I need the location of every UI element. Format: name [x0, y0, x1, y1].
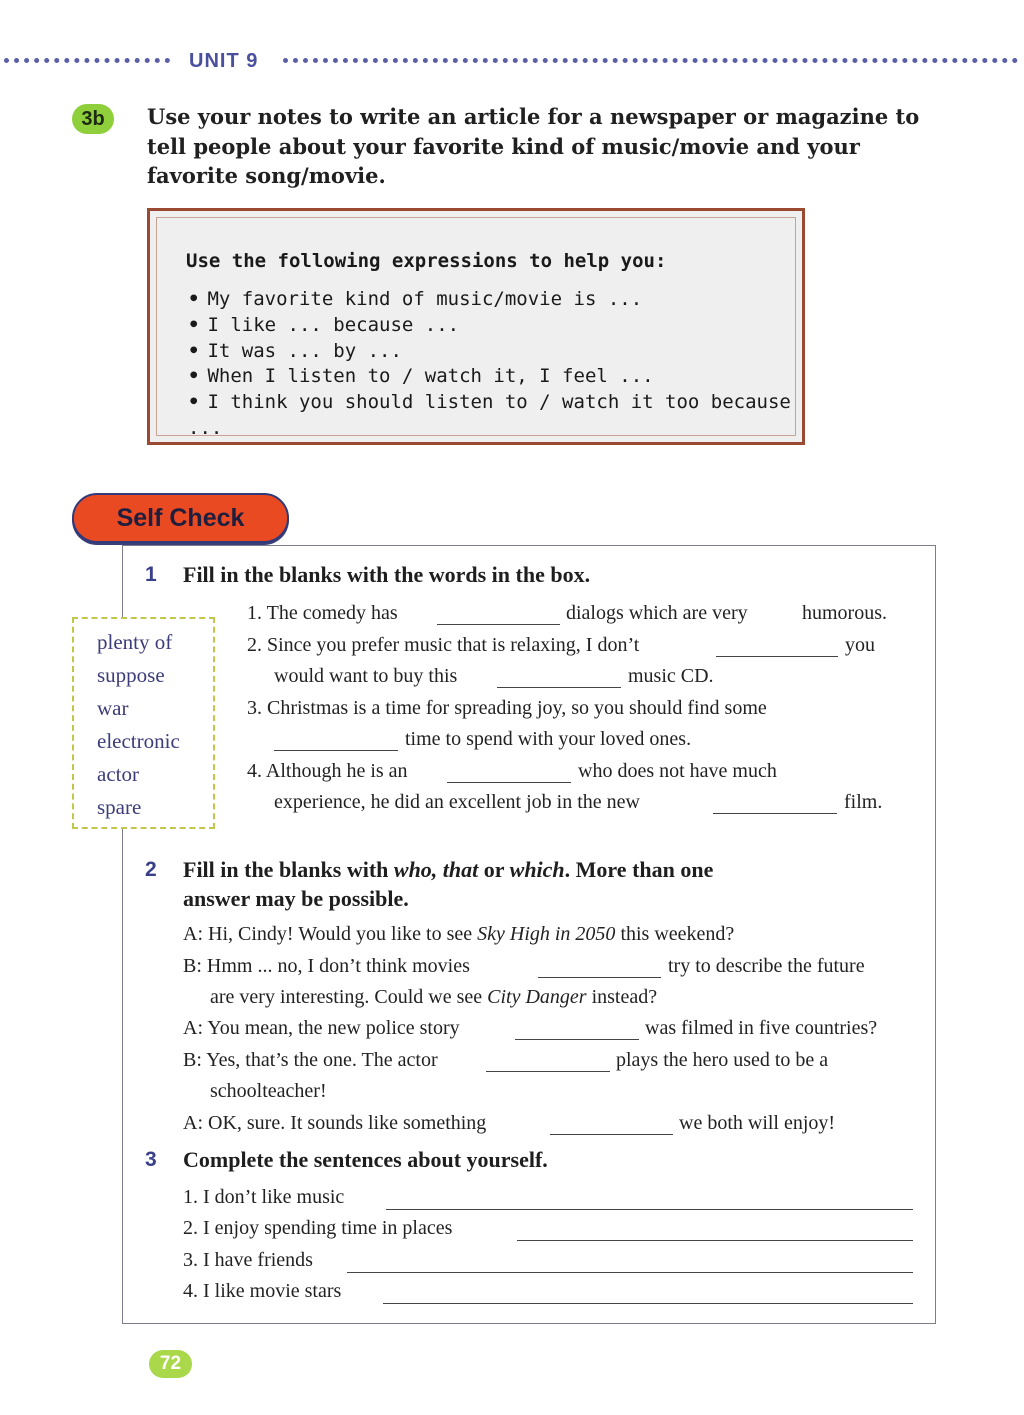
q2-heading: [183, 857, 713, 883]
q1-s3-part1: 3. Christmas is a time for spreading joy, so you should find some: [247, 697, 767, 719]
q2-d2-part2: try to describe the future: [668, 955, 865, 977]
q1-blank-6[interactable]: [713, 813, 837, 814]
word-item: suppose: [97, 663, 165, 687]
page-number: 72: [149, 1350, 192, 1378]
q1-blank-2[interactable]: [716, 656, 838, 657]
word-item: plenty of: [97, 630, 173, 654]
q3-answer-line-1[interactable]: [386, 1209, 913, 1210]
q2-heading-line2: answer may be possible.: [183, 886, 409, 911]
expressions-list: [188, 287, 802, 442]
q2-d4-line2: schoolteacher!: [210, 1080, 327, 1102]
q1-s4-part2: who does not have much: [578, 760, 777, 782]
q3-answer-line-3[interactable]: [347, 1272, 913, 1273]
q1-s2-part4: music CD.: [628, 665, 714, 687]
q2-d1-a: A: Hi, Cindy! Would you like to see: [183, 923, 478, 945]
expression-item: • When I listen to / watch it, I feel ...: [188, 364, 802, 390]
word-item: electronic: [97, 729, 180, 753]
section-3b-badge: 3b: [72, 104, 114, 134]
q1-s2-part3: would want to buy this: [274, 665, 458, 687]
q2-d3-part2: was filmed in five countries?: [645, 1017, 878, 1039]
unit-title: UNIT 9: [189, 50, 259, 72]
q2-heading-pre: Fill in the blanks with: [183, 857, 394, 882]
q2-blank-1[interactable]: [538, 977, 661, 978]
expression-item: • I think you should listen to / watch it too because ...: [188, 390, 802, 442]
q1-blank-5[interactable]: [447, 782, 571, 783]
q2-d2-line2: [210, 986, 657, 1009]
q1-s1-part2: dialogs which are very: [566, 602, 748, 624]
expressions-title: Use the following expressions to help you:: [186, 250, 667, 272]
q3-answer-line-4[interactable]: [383, 1303, 913, 1304]
q3-answer-line-2[interactable]: [517, 1240, 913, 1241]
q2-heading-or: or: [478, 857, 510, 882]
q2-heading-who-that: who, that: [393, 857, 479, 882]
q2-dialog-1: [183, 923, 734, 946]
header-dots-right: [283, 58, 1018, 63]
q1-blank-1[interactable]: [437, 624, 560, 625]
q2-blank-2[interactable]: [515, 1039, 639, 1040]
q1-s2-part2: you: [845, 634, 875, 656]
q1-blank-4[interactable]: [274, 750, 398, 751]
q1-s4-part1: 4. Although he is an: [247, 760, 408, 782]
q3-item-4: 4. I like movie stars: [183, 1280, 342, 1302]
q2-d4-part1: B: Yes, that’s the one. The actor: [183, 1049, 438, 1071]
q2-d5-part2: we both will enjoy!: [679, 1112, 836, 1134]
q2-heading-which: which: [509, 857, 565, 882]
expression-item: • I like ... because ...: [188, 313, 802, 339]
expressions-box: [147, 208, 805, 445]
q2-d4-part2: plays the hero used to be a: [616, 1049, 829, 1071]
q3-item-2: 2. I enjoy spending time in places: [183, 1217, 453, 1239]
q2-d1-c: this weekend?: [615, 923, 735, 945]
q3-item-1: 1. I don’t like music: [183, 1186, 345, 1208]
q1-blank-3[interactable]: [497, 687, 621, 688]
q1-s1-part3: humorous.: [802, 602, 887, 624]
section-3b-instruction: Use your notes to write an article for a newspaper or magazine to tell people about your favorite kind of music/movie and your favorite song/movie.: [147, 104, 920, 188]
q2-d2-e: instead?: [586, 986, 658, 1008]
q2-d1-title: Sky High in 2050: [477, 923, 616, 945]
header-dots-left: [4, 58, 170, 63]
word-item: spare: [97, 795, 142, 819]
q1-s2-part1: 2. Since you prefer music that is relaxing, I don’t: [247, 634, 640, 656]
q2-heading-post: . More than one: [564, 857, 714, 882]
q2-d3-part1: A: You mean, the new police story: [183, 1017, 460, 1039]
q2-d2-part1: B: Hmm ... no, I don’t think movies: [183, 955, 470, 977]
q1-s4-part4: film.: [844, 791, 883, 813]
q3-heading: Complete the sentences about yourself.: [183, 1147, 548, 1172]
q1-number: 1: [145, 563, 157, 586]
q3-number: 3: [145, 1148, 157, 1171]
word-list: [97, 626, 180, 824]
q3-item-3: 3. I have friends: [183, 1249, 313, 1271]
self-check-title: Self Check: [72, 493, 289, 543]
q2-d5-part1: A: OK, sure. It sounds like something: [183, 1112, 487, 1134]
q2-number: 2: [145, 858, 157, 881]
q2-d2-c: are very interesting. Could we see: [210, 986, 488, 1008]
q1-s3-part2: time to spend with your loved ones.: [405, 728, 692, 750]
word-item: actor: [97, 762, 139, 786]
expression-item: • My favorite kind of music/movie is ...: [188, 287, 802, 313]
word-item: war: [97, 696, 129, 720]
q2-d2-title: City Danger: [487, 986, 587, 1008]
q1-s1-part1: 1. The comedy has: [247, 602, 398, 624]
q2-blank-4[interactable]: [550, 1134, 673, 1135]
q2-blank-3[interactable]: [486, 1071, 610, 1072]
expression-item: • It was ... by ...: [188, 339, 802, 365]
q1-heading: Fill in the blanks with the words in the box.: [183, 562, 591, 587]
q1-s4-part3: experience, he did an excellent job in the new: [274, 791, 640, 813]
